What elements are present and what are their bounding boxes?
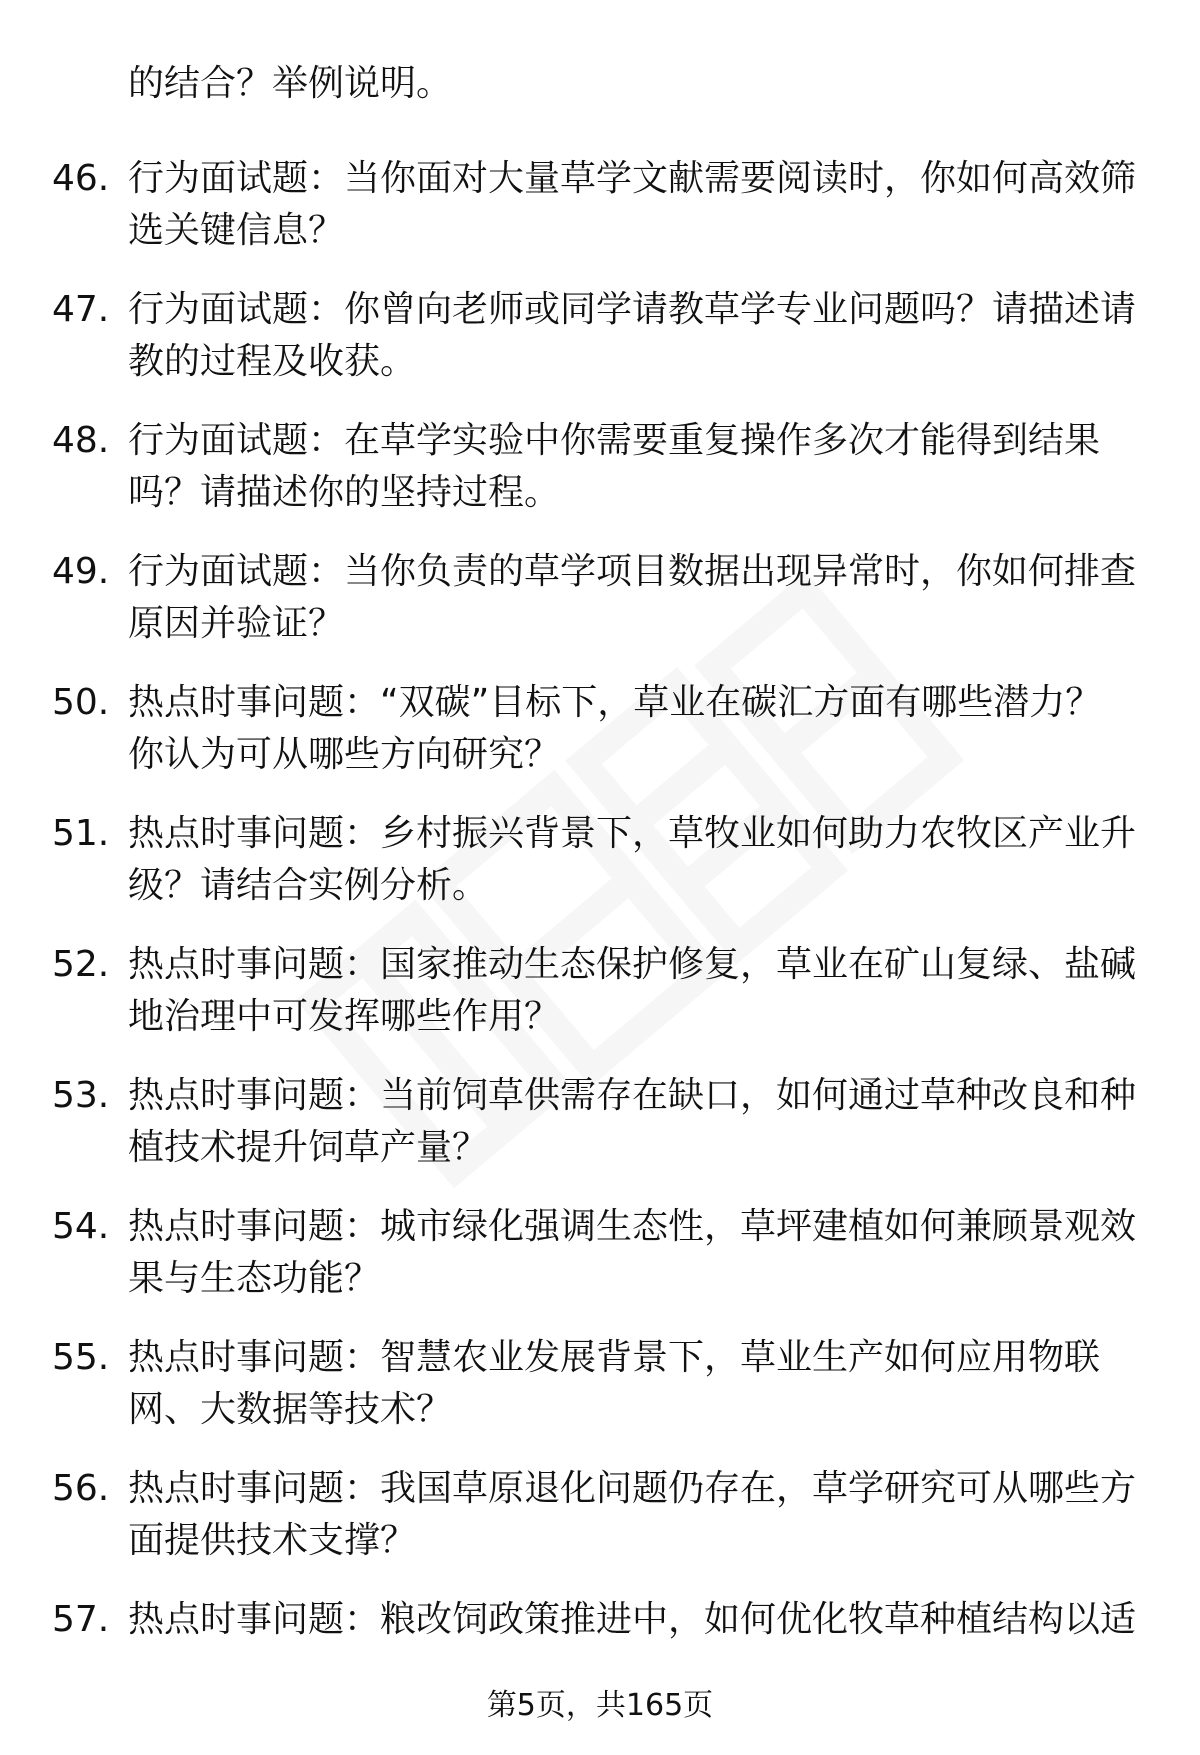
question-number: 51. [52, 813, 110, 854]
question-list [0, 155, 1200, 1727]
question-item [0, 1072, 1200, 1203]
question-text-line-2: 网、大数据等技术？ [128, 1389, 453, 1430]
question-text-line-2: 级？请结合实例分析。 [128, 865, 489, 906]
question-number: 55. [52, 1337, 110, 1378]
question-text-line-2: 教的过程及收获。 [128, 341, 417, 382]
question-item [0, 417, 1200, 548]
question-text-line-1: 热点时事问题：国家推动生态保护修复，草业在矿山复绿、盐碱 [128, 944, 1137, 985]
question-number: 46. [52, 158, 110, 199]
continued-question-text: 的结合？举例说明。 [128, 63, 453, 104]
question-number: 47. [52, 289, 110, 330]
question-text-line-2: 选关键信息？ [128, 210, 345, 251]
question-text-line-1: 热点时事问题：“双碳”目标下，草业在碳汇方面有哪些潜力？ [128, 682, 1102, 723]
question-item [0, 679, 1200, 810]
question-text-line-2: 原因并验证？ [128, 603, 345, 644]
question-item [0, 155, 1200, 286]
page-footer: 第5页，共165页 [486, 1688, 714, 1723]
question-text-line-1: 行为面试题：你曾向老师或同学请教草学专业问题吗？请描述请 [128, 289, 1137, 330]
question-text-line-1: 行为面试题：当你面对大量草学文献需要阅读时，你如何高效筛 [128, 158, 1137, 199]
question-text-line-1: 热点时事问题：城市绿化强调生态性，草坪建植如何兼顾景观效 [128, 1206, 1137, 1247]
question-number: 57. [52, 1599, 110, 1640]
question-item [0, 810, 1200, 941]
question-number: 54. [52, 1206, 110, 1247]
question-text-line-2: 地治理中可发挥哪些作用？ [128, 996, 561, 1037]
question-text-line-1: 热点时事问题：我国草原退化问题仍存在，草学研究可从哪些方 [128, 1468, 1137, 1509]
question-number: 53. [52, 1075, 110, 1116]
question-text-line-1: 热点时事问题：粮改饲政策推进中，如何优化牧草种植结构以适 [128, 1599, 1137, 1640]
question-text-line-1: 热点时事问题：当前饲草供需存在缺口，如何通过草种改良和种 [128, 1075, 1137, 1116]
question-number: 50. [52, 682, 110, 723]
question-text-line-2: 果与生态功能？ [128, 1258, 381, 1299]
question-text-line-1: 行为面试题：在草学实验中你需要重复操作多次才能得到结果 [128, 420, 1101, 461]
question-number: 48. [52, 420, 110, 461]
question-number: 49. [52, 551, 110, 592]
question-text-line-1: 热点时事问题：智慧农业发展背景下，草业生产如何应用物联 [128, 1337, 1101, 1378]
question-text-line-2: 面提供技术支撑？ [128, 1520, 417, 1561]
question-text-line-2: 植技术提升饲草产量？ [128, 1127, 489, 1168]
question-item [0, 1334, 1200, 1465]
question-number: 52. [52, 944, 110, 985]
question-item [0, 941, 1200, 1072]
question-item [0, 548, 1200, 679]
question-item [0, 286, 1200, 417]
question-item [0, 1465, 1200, 1596]
question-number: 56. [52, 1468, 110, 1509]
question-text-line-2: 吗？请描述你的坚持过程。 [128, 472, 561, 513]
question-item [0, 1203, 1200, 1334]
question-text-line-2: 你认为可从哪些方向研究？ [128, 734, 561, 775]
question-text-line-1: 热点时事问题：乡村振兴背景下，草牧业如何助力农牧区产业升 [128, 813, 1137, 854]
question-text-line-1: 行为面试题：当你负责的草学项目数据出现异常时，你如何排查 [128, 551, 1137, 592]
